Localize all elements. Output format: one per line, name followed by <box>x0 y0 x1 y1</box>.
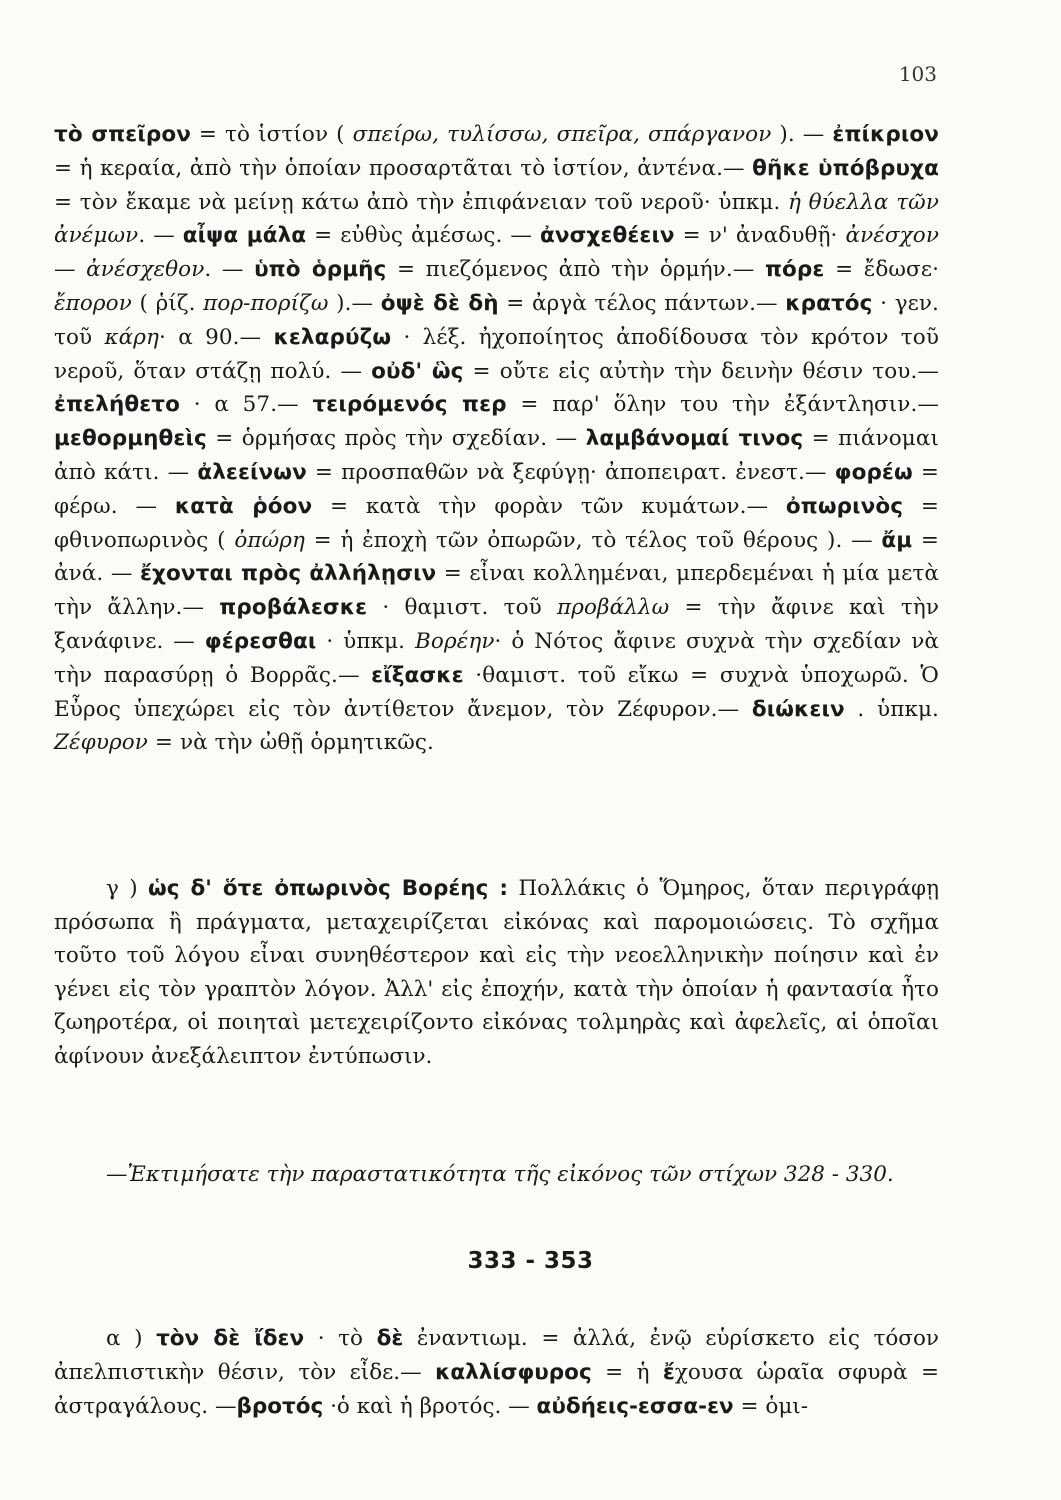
gloss-text: α ) <box>106 1326 157 1351</box>
lemma-term: ἔ <box>662 1359 675 1385</box>
lemma-term: φορέω <box>834 459 913 485</box>
italic-term: ἔπορον <box>54 290 132 316</box>
gloss-text: ).— <box>328 290 381 316</box>
commentary-lemma: ὡς δ' ὅτε ὀπωρινὸς Βορέης : <box>148 876 508 901</box>
italic-term: κάρη <box>104 324 160 350</box>
lemma-term: ἔχονται πρὸς ἀλλήλῃσιν <box>139 561 437 587</box>
lemma-term: τὸ σπεῖρον <box>54 122 191 147</box>
lemma-term: αἶψα μάλα <box>182 223 307 249</box>
verse-range-heading: 333 - 353 <box>467 1248 594 1274</box>
gloss-text: ( ῥίζ. <box>131 290 204 316</box>
gloss-text: = εὐθὺς ἀμέσως. — <box>306 223 540 249</box>
gloss-text: = φέρω. — <box>54 459 939 519</box>
page-number: 103 <box>898 62 937 86</box>
gloss-text: χουσα ὡραῖα σφυρὰ = ἀστραγάλους. — <box>54 1359 939 1419</box>
lemma-term: οὐδ' ὣς <box>371 358 464 384</box>
lemma-term: προβάλεσκε <box>219 595 368 621</box>
gloss-text: · ὁ Νότος ἄφινε συχνὰ τὴν σχεδίαν νὰ τὴν παρασύρῃ ὁ Βορρᾶς.— <box>54 628 939 688</box>
gloss-text: = ἡ <box>591 1359 663 1385</box>
gloss-text: = ἡ κεραία, ἀπὸ τὴν ὁποίαν προσαρτᾶται τὸ ἱστίον, ἀντένα.— <box>54 155 753 181</box>
gloss-text: = τὸν ἔκαμε νὰ μείνῃ κάτω ἀπὸ τὴν ἐπιφάνειαν τοῦ νεροῦ· ὑπκμ. <box>54 189 789 215</box>
gloss-text: ). — <box>771 122 833 147</box>
lemma-term: εἴξασκε <box>371 662 464 688</box>
gloss-text: = ἀνά. — <box>54 527 939 587</box>
lemma-term: ὀψὲ δὲ δὴ <box>380 290 499 316</box>
gloss-text: · ὑπκμ. <box>316 628 416 654</box>
italic-term: σπείρω, τυλίσσω, σπεῖρα, σπάργανον <box>352 122 772 147</box>
lemma-term: δὲ <box>376 1326 404 1351</box>
lemma-term: μεθορμηθεὶς <box>54 426 207 452</box>
gloss-text: = ἀργὰ τέλος πάντων.— <box>498 290 786 316</box>
exercise-question: —Ἐκτιμήσατε τὴν παραστατικότητα τῆς εἰκόνος τῶν στίχων 328 - 330. <box>106 1162 894 1187</box>
commentary-section <box>54 872 939 1074</box>
gloss-text: . — <box>204 257 255 283</box>
gloss-text: · γεν. τοῦ <box>54 290 939 350</box>
gloss-text: = νὰ τὴν ὠθῇ ὁρμητικῶς. <box>147 730 434 756</box>
lemma-term: τὸν δὲ ἴδεν <box>156 1326 305 1351</box>
lemma-term: θῆκε ὑπόβρυχα <box>752 155 939 181</box>
italic-term: ὀπώρη <box>234 527 305 553</box>
gloss-text: = ὁμι- <box>733 1393 808 1419</box>
gloss-text: = τὴν ἄφινε καὶ τὴν ξανάφινε. — <box>54 595 939 654</box>
commentary-paragraph <box>54 872 939 1074</box>
gloss-text: = ὁρμήσας πρὸς τὴν σχεδίαν. — <box>206 426 586 452</box>
glossary-paragraph <box>54 118 939 760</box>
lemma-term: ἀλεείνων <box>197 459 307 485</box>
lemma-term: κρατός <box>785 290 873 316</box>
gloss-text: = πιεζόμενος ἀπὸ τὴν ὁρμήν.— <box>386 257 765 283</box>
gloss-text: = τὸ ἱστίον ( <box>190 122 353 147</box>
lemma-term: ἄμ <box>881 527 913 553</box>
gloss-text: · τὸ <box>304 1326 377 1351</box>
italic-term: ἡ θύελλα τῶν ἀνέμων <box>54 189 939 249</box>
lemma-term: διώκειν <box>751 696 845 722</box>
lemma-term: λαμβάνομαί τινος <box>585 426 804 452</box>
gloss-text: = ν' ἀναδυθῇ· <box>674 223 846 249</box>
glossary-paragraph-2 <box>54 1322 939 1423</box>
gloss-text: = ἡ ἐποχὴ τῶν ὀπωρῶν, τὸ τέλος τοῦ θέρους ). — <box>304 527 882 553</box>
lemma-term: βροτός <box>236 1393 324 1419</box>
gloss-text: ·ὁ καὶ ἡ βροτός. — <box>323 1393 537 1419</box>
gloss-text: = ἔδωσε· <box>824 257 940 283</box>
gloss-text: = προσπαθῶν νὰ ξεφύγῃ· ἀποπειρατ. ἐνεστ.— <box>306 459 835 485</box>
gloss-text: · θαμιστ. τοῦ <box>367 595 558 621</box>
lemma-term: ἀνσχεθέειν <box>539 223 675 249</box>
italic-term: Βορέην <box>415 628 495 654</box>
gloss-text: ·θαμιστ. τοῦ εἴκω = συχνὰ ὑποχωρῶ. Ὁ Εὖρος ὑπεχώρει εἰς τὸν ἀντίθετον ἄνεμον, τὸν Ζέφυρον.— <box>54 662 939 722</box>
lemma-term: πόρε <box>764 257 825 283</box>
italic-term: προβάλλω <box>557 595 670 621</box>
gloss-text: = πιάνομαι ἀπὸ κάτι. — <box>54 426 939 485</box>
gloss-text: . — <box>138 223 183 249</box>
lemma-term: κελαρύζω <box>273 324 392 350</box>
gloss-text: · λέξ. ἠχοποίητος ἀποδίδουσα τὸν κρότον τοῦ νεροῦ, ὅταν στάζῃ πολύ. — <box>54 324 939 384</box>
gloss-text: = οὔτε εἰς αὐτὴν τὴν δεινὴν θέσιν του.— <box>463 358 939 384</box>
lemma-term: ἐπίκριον <box>832 122 939 147</box>
lemma-term: αὐδήεις-εσσα-εν <box>536 1393 734 1419</box>
lemma-term: καλλίσφυρος <box>435 1359 592 1385</box>
gloss-text: ἐναντιωμ. = ἀλλά, ἐνῷ εὑρίσκετο εἰς τόσον ἀπελπιστικὴν θέσιν, τὸν εἶδε.— <box>54 1326 939 1385</box>
gloss-text: = παρ' ὅλην του τὴν ἐξάντλησιν.— <box>506 392 939 418</box>
italic-term: πορ-πορίζω <box>203 290 329 316</box>
lemma-term: κατὰ ῥόον <box>174 493 313 519</box>
lemma-term: ὑπὸ ὁρμῆς <box>254 257 387 283</box>
lemma-term: ὀπωρινὸς <box>785 493 904 519</box>
commentary-text: Πολλάκις ὁ Ὅμηρος, ὅταν περιγράφῃ πρόσωπα ἢ πράγματα, μεταχειρίζεται εἰκόνας καὶ παρομοιώσεις. Τὸ σχῆμα τοῦτο τοῦ λόγου εἶναι συνηθέστερον καὶ εἰς τὴν νεοελληνικὴν ποίησιν καὶ ἐν γένει εἰς τὸν γραπτὸν λόγον. Ἀλλ' εἰς ἐποχήν, κατὰ τὴν ὁποίαν ἡ φαντασία ἦτο ζωηροτέρα, οἱ ποιηταὶ μετεχειρίζοντο εἰκόνας τολμηρὰς καὶ ἀφελεῖς, αἱ ὁποῖαι ἀφίνουν ἀνεξάλειπτον ἐντύπωσιν. <box>54 876 939 1069</box>
commentary-label: γ ) <box>106 876 149 901</box>
gloss-text: = φθινοπωρινὸς ( <box>54 493 939 553</box>
lemma-term: φέρεσθαι <box>204 628 317 654</box>
gloss-text: = κατὰ τὴν φορὰν τῶν κυμάτων.— <box>312 493 786 519</box>
lemma-term: ἐπελήθετο <box>54 392 180 418</box>
italic-term: Ζέφυρον <box>54 730 148 756</box>
gloss-text: · α 90.— <box>159 324 274 350</box>
gloss-text: = εἶναι κολλημέναι, μπερδεμέναι ἡ μία μετὰ τὴν ἄλλην.— <box>54 561 939 621</box>
lemma-term: τειρόμενός περ <box>312 392 507 418</box>
gloss-text: · α 57.— <box>179 392 313 418</box>
gloss-text: . ὑπκμ. <box>844 696 939 722</box>
italic-term: ἀνέσχον — ἀνέσχεθον <box>54 223 939 283</box>
